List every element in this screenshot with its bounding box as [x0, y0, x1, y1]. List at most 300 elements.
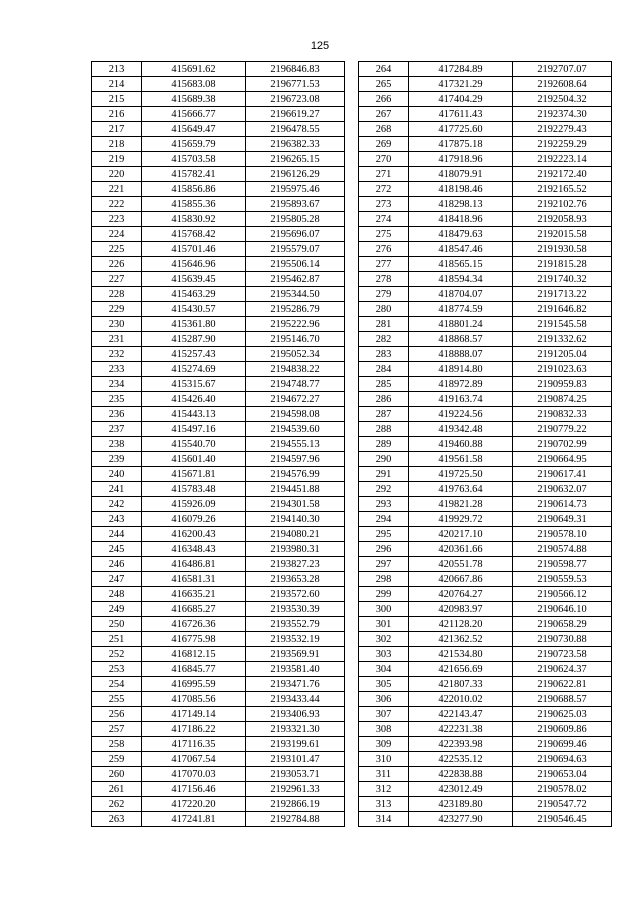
y-coordinate-cell: 2193653.28	[246, 572, 345, 587]
table-row	[92, 392, 345, 407]
y-coordinate-cell: 2190649.31	[513, 512, 612, 527]
x-coordinate-cell: 417067.54	[142, 752, 246, 767]
y-coordinate-cell: 2190832.33	[513, 407, 612, 422]
point-number-cell: 288	[359, 422, 409, 437]
table-row	[92, 407, 345, 422]
table-row	[92, 647, 345, 662]
y-coordinate-cell: 2192259.29	[513, 137, 612, 152]
x-coordinate-cell: 419163.74	[409, 392, 513, 407]
table-row	[92, 542, 345, 557]
x-coordinate-cell: 418479.63	[409, 227, 513, 242]
x-coordinate-cell: 415430.57	[142, 302, 246, 317]
point-number-cell: 263	[92, 812, 142, 827]
table-row	[92, 437, 345, 452]
y-coordinate-cell: 2194672.27	[246, 392, 345, 407]
table-row	[359, 662, 612, 677]
x-coordinate-cell: 418079.91	[409, 167, 513, 182]
table-row	[92, 302, 345, 317]
y-coordinate-cell: 2196771.53	[246, 77, 345, 92]
y-coordinate-cell: 2195344.50	[246, 287, 345, 302]
point-number-cell: 228	[92, 287, 142, 302]
table-row	[359, 677, 612, 692]
x-coordinate-cell: 422010.02	[409, 692, 513, 707]
table-row	[359, 242, 612, 257]
point-number-cell: 282	[359, 332, 409, 347]
table-row	[92, 272, 345, 287]
point-number-cell: 291	[359, 467, 409, 482]
table-row	[92, 557, 345, 572]
y-coordinate-cell: 2196382.33	[246, 137, 345, 152]
point-number-cell: 247	[92, 572, 142, 587]
y-coordinate-cell: 2195222.96	[246, 317, 345, 332]
x-coordinate-cell: 416995.59	[142, 677, 246, 692]
point-number-cell: 233	[92, 362, 142, 377]
table-row	[92, 782, 345, 797]
x-coordinate-cell: 420667.86	[409, 572, 513, 587]
y-coordinate-cell: 2190566.12	[513, 587, 612, 602]
x-coordinate-cell: 415856.86	[142, 182, 246, 197]
x-coordinate-cell: 415639.45	[142, 272, 246, 287]
table-row	[92, 632, 345, 647]
y-coordinate-cell: 2190574.88	[513, 542, 612, 557]
point-number-cell: 285	[359, 377, 409, 392]
y-coordinate-cell: 2191205.04	[513, 347, 612, 362]
x-coordinate-cell: 415783.48	[142, 482, 246, 497]
y-coordinate-cell: 2195462.87	[246, 272, 345, 287]
x-coordinate-cell: 415540.70	[142, 437, 246, 452]
x-coordinate-cell: 423277.90	[409, 812, 513, 827]
x-coordinate-cell: 420983.97	[409, 602, 513, 617]
table-row	[359, 332, 612, 347]
point-number-cell: 245	[92, 542, 142, 557]
y-coordinate-cell: 2196126.29	[246, 167, 345, 182]
table-row	[92, 662, 345, 677]
point-number-cell: 264	[359, 62, 409, 77]
x-coordinate-cell: 419561.58	[409, 452, 513, 467]
table-row	[359, 272, 612, 287]
table-row	[359, 122, 612, 137]
x-coordinate-cell: 418704.07	[409, 287, 513, 302]
x-coordinate-cell: 417404.29	[409, 92, 513, 107]
table-row	[359, 422, 612, 437]
x-coordinate-cell: 417085.56	[142, 692, 246, 707]
point-number-cell: 234	[92, 377, 142, 392]
point-number-cell: 225	[92, 242, 142, 257]
y-coordinate-cell: 2192015.58	[513, 227, 612, 242]
table-row	[359, 182, 612, 197]
table-row	[359, 467, 612, 482]
table-row	[92, 587, 345, 602]
y-coordinate-cell: 2192504.32	[513, 92, 612, 107]
y-coordinate-cell: 2192608.64	[513, 77, 612, 92]
point-number-cell: 243	[92, 512, 142, 527]
table-row	[359, 572, 612, 587]
point-number-cell: 265	[359, 77, 409, 92]
y-coordinate-cell: 2190559.53	[513, 572, 612, 587]
table-row	[92, 617, 345, 632]
x-coordinate-cell: 417116.35	[142, 737, 246, 752]
x-coordinate-cell: 421362.52	[409, 632, 513, 647]
point-number-cell: 283	[359, 347, 409, 362]
point-number-cell: 226	[92, 257, 142, 272]
table-row	[92, 107, 345, 122]
x-coordinate-cell: 420551.78	[409, 557, 513, 572]
point-number-cell: 266	[359, 92, 409, 107]
x-coordinate-cell: 418801.24	[409, 317, 513, 332]
point-number-cell: 229	[92, 302, 142, 317]
y-coordinate-cell: 2191740.32	[513, 272, 612, 287]
y-coordinate-cell: 2190614.73	[513, 497, 612, 512]
x-coordinate-cell: 415315.67	[142, 377, 246, 392]
table-row	[359, 287, 612, 302]
y-coordinate-cell: 2190632.07	[513, 482, 612, 497]
y-coordinate-cell: 2194748.77	[246, 377, 345, 392]
y-coordinate-cell: 2191646.82	[513, 302, 612, 317]
y-coordinate-cell: 2190653.04	[513, 767, 612, 782]
table-row	[359, 542, 612, 557]
x-coordinate-cell: 417220.20	[142, 797, 246, 812]
point-number-cell: 272	[359, 182, 409, 197]
table-row	[92, 452, 345, 467]
x-coordinate-cell: 415855.36	[142, 197, 246, 212]
x-coordinate-cell: 415683.08	[142, 77, 246, 92]
point-number-cell: 308	[359, 722, 409, 737]
point-number-cell: 217	[92, 122, 142, 137]
y-coordinate-cell: 2193980.31	[246, 542, 345, 557]
table-row	[359, 437, 612, 452]
x-coordinate-cell: 415689.38	[142, 92, 246, 107]
x-coordinate-cell: 418868.57	[409, 332, 513, 347]
table-row	[359, 407, 612, 422]
x-coordinate-cell: 418914.80	[409, 362, 513, 377]
point-number-cell: 279	[359, 287, 409, 302]
y-coordinate-cell: 2192165.52	[513, 182, 612, 197]
x-coordinate-cell: 421807.33	[409, 677, 513, 692]
x-coordinate-cell: 416200.43	[142, 527, 246, 542]
table-row	[92, 182, 345, 197]
y-coordinate-cell: 2190658.29	[513, 617, 612, 632]
y-coordinate-cell: 2193572.60	[246, 587, 345, 602]
table-row	[359, 197, 612, 212]
y-coordinate-cell: 2190546.45	[513, 812, 612, 827]
point-number-cell: 270	[359, 152, 409, 167]
point-number-cell: 259	[92, 752, 142, 767]
point-number-cell: 239	[92, 452, 142, 467]
point-number-cell: 275	[359, 227, 409, 242]
x-coordinate-cell: 417156.46	[142, 782, 246, 797]
point-number-cell: 278	[359, 272, 409, 287]
point-number-cell: 304	[359, 662, 409, 677]
y-coordinate-cell: 2193827.23	[246, 557, 345, 572]
x-coordinate-cell: 415701.46	[142, 242, 246, 257]
table-row	[92, 122, 345, 137]
y-coordinate-cell: 2195805.28	[246, 212, 345, 227]
x-coordinate-cell: 418418.96	[409, 212, 513, 227]
point-number-cell: 300	[359, 602, 409, 617]
y-coordinate-cell: 2196723.08	[246, 92, 345, 107]
x-coordinate-cell: 415830.92	[142, 212, 246, 227]
point-number-cell: 274	[359, 212, 409, 227]
y-coordinate-cell: 2193433.44	[246, 692, 345, 707]
point-number-cell: 276	[359, 242, 409, 257]
point-number-cell: 244	[92, 527, 142, 542]
x-coordinate-cell: 420361.66	[409, 542, 513, 557]
table-row	[92, 527, 345, 542]
table-row	[359, 752, 612, 767]
y-coordinate-cell: 2192707.07	[513, 62, 612, 77]
point-number-cell: 248	[92, 587, 142, 602]
table-row	[359, 692, 612, 707]
y-coordinate-cell: 2193552.79	[246, 617, 345, 632]
x-coordinate-cell: 415287.90	[142, 332, 246, 347]
y-coordinate-cell: 2191815.28	[513, 257, 612, 272]
point-number-cell: 219	[92, 152, 142, 167]
point-number-cell: 287	[359, 407, 409, 422]
point-number-cell: 307	[359, 707, 409, 722]
x-coordinate-cell: 419763.64	[409, 482, 513, 497]
table-row	[92, 602, 345, 617]
table-row	[359, 107, 612, 122]
table-row	[359, 317, 612, 332]
point-number-cell: 273	[359, 197, 409, 212]
x-coordinate-cell: 416726.36	[142, 617, 246, 632]
y-coordinate-cell: 2191545.58	[513, 317, 612, 332]
table-row	[359, 767, 612, 782]
coordinate-table-right	[358, 61, 612, 827]
point-number-cell: 231	[92, 332, 142, 347]
y-coordinate-cell: 2193581.40	[246, 662, 345, 677]
table-row	[92, 152, 345, 167]
table-row	[92, 332, 345, 347]
point-number-cell: 271	[359, 167, 409, 182]
table-row	[92, 377, 345, 392]
y-coordinate-cell: 2192866.19	[246, 797, 345, 812]
table-row	[92, 137, 345, 152]
x-coordinate-cell: 417321.29	[409, 77, 513, 92]
point-number-cell: 252	[92, 647, 142, 662]
y-coordinate-cell: 2194301.58	[246, 497, 345, 512]
table-row	[92, 692, 345, 707]
x-coordinate-cell: 415782.41	[142, 167, 246, 182]
table-row	[359, 722, 612, 737]
point-number-cell: 221	[92, 182, 142, 197]
table-row	[359, 152, 612, 167]
table-row	[359, 167, 612, 182]
x-coordinate-cell: 417241.81	[142, 812, 246, 827]
x-coordinate-cell: 422143.47	[409, 707, 513, 722]
y-coordinate-cell: 2194576.99	[246, 467, 345, 482]
point-number-cell: 222	[92, 197, 142, 212]
table-row	[92, 77, 345, 92]
table-row	[92, 767, 345, 782]
table-row	[359, 452, 612, 467]
y-coordinate-cell: 2190617.41	[513, 467, 612, 482]
x-coordinate-cell: 418298.13	[409, 197, 513, 212]
point-number-cell: 254	[92, 677, 142, 692]
point-number-cell: 267	[359, 107, 409, 122]
x-coordinate-cell: 415257.43	[142, 347, 246, 362]
table-row	[92, 497, 345, 512]
table-row	[359, 812, 612, 827]
point-number-cell: 240	[92, 467, 142, 482]
y-coordinate-cell: 2191713.22	[513, 287, 612, 302]
point-number-cell: 242	[92, 497, 142, 512]
x-coordinate-cell: 417611.43	[409, 107, 513, 122]
point-number-cell: 293	[359, 497, 409, 512]
table-row	[359, 62, 612, 77]
x-coordinate-cell: 415703.58	[142, 152, 246, 167]
x-coordinate-cell: 419821.28	[409, 497, 513, 512]
table-row	[92, 797, 345, 812]
y-coordinate-cell: 2190699.46	[513, 737, 612, 752]
y-coordinate-cell: 2190959.83	[513, 377, 612, 392]
table-row	[359, 482, 612, 497]
y-coordinate-cell: 2193532.19	[246, 632, 345, 647]
y-coordinate-cell: 2190730.88	[513, 632, 612, 647]
y-coordinate-cell: 2195052.34	[246, 347, 345, 362]
point-number-cell: 246	[92, 557, 142, 572]
point-number-cell: 310	[359, 752, 409, 767]
point-number-cell: 289	[359, 437, 409, 452]
table-row	[359, 257, 612, 272]
y-coordinate-cell: 2192058.93	[513, 212, 612, 227]
point-number-cell: 297	[359, 557, 409, 572]
x-coordinate-cell: 416486.81	[142, 557, 246, 572]
point-number-cell: 314	[359, 812, 409, 827]
y-coordinate-cell: 2194598.08	[246, 407, 345, 422]
table-row	[92, 812, 345, 827]
y-coordinate-cell: 2191023.63	[513, 362, 612, 377]
x-coordinate-cell: 416348.43	[142, 542, 246, 557]
x-coordinate-cell: 423189.80	[409, 797, 513, 812]
point-number-cell: 301	[359, 617, 409, 632]
point-number-cell: 290	[359, 452, 409, 467]
y-coordinate-cell: 2193321.30	[246, 722, 345, 737]
y-coordinate-cell: 2195506.14	[246, 257, 345, 272]
y-coordinate-cell: 2194451.88	[246, 482, 345, 497]
y-coordinate-cell: 2191332.62	[513, 332, 612, 347]
point-number-cell: 277	[359, 257, 409, 272]
x-coordinate-cell: 415646.96	[142, 257, 246, 272]
table-row	[359, 512, 612, 527]
point-number-cell: 312	[359, 782, 409, 797]
y-coordinate-cell: 2190578.02	[513, 782, 612, 797]
y-coordinate-cell: 2190622.81	[513, 677, 612, 692]
table-row	[359, 797, 612, 812]
point-number-cell: 280	[359, 302, 409, 317]
point-number-cell: 232	[92, 347, 142, 362]
table-row	[359, 302, 612, 317]
x-coordinate-cell: 422393.98	[409, 737, 513, 752]
x-coordinate-cell: 416581.31	[142, 572, 246, 587]
point-number-cell: 238	[92, 437, 142, 452]
y-coordinate-cell: 2195286.79	[246, 302, 345, 317]
x-coordinate-cell: 416635.21	[142, 587, 246, 602]
x-coordinate-cell: 418547.46	[409, 242, 513, 257]
point-number-cell: 302	[359, 632, 409, 647]
point-number-cell: 213	[92, 62, 142, 77]
table-row	[92, 197, 345, 212]
point-number-cell: 235	[92, 392, 142, 407]
table-row	[359, 392, 612, 407]
y-coordinate-cell: 2192102.76	[513, 197, 612, 212]
x-coordinate-cell: 416079.26	[142, 512, 246, 527]
x-coordinate-cell: 422231.38	[409, 722, 513, 737]
point-number-cell: 241	[92, 482, 142, 497]
table-row	[92, 737, 345, 752]
point-number-cell: 313	[359, 797, 409, 812]
y-coordinate-cell: 2196619.27	[246, 107, 345, 122]
x-coordinate-cell: 418565.15	[409, 257, 513, 272]
table-row	[359, 212, 612, 227]
table-row	[92, 167, 345, 182]
y-coordinate-cell: 2194539.60	[246, 422, 345, 437]
table-row	[359, 77, 612, 92]
x-coordinate-cell: 415671.81	[142, 467, 246, 482]
y-coordinate-cell: 2194555.13	[246, 437, 345, 452]
x-coordinate-cell: 415691.62	[142, 62, 246, 77]
table-row	[359, 347, 612, 362]
x-coordinate-cell: 419342.48	[409, 422, 513, 437]
y-coordinate-cell: 2190779.22	[513, 422, 612, 437]
x-coordinate-cell: 415768.42	[142, 227, 246, 242]
y-coordinate-cell: 2192223.14	[513, 152, 612, 167]
x-coordinate-cell: 421128.20	[409, 617, 513, 632]
point-number-cell: 268	[359, 122, 409, 137]
y-coordinate-cell: 2194838.22	[246, 362, 345, 377]
point-number-cell: 214	[92, 77, 142, 92]
x-coordinate-cell: 419460.88	[409, 437, 513, 452]
x-coordinate-cell: 422838.88	[409, 767, 513, 782]
x-coordinate-cell: 415649.47	[142, 122, 246, 137]
table-row	[359, 377, 612, 392]
table-row	[92, 512, 345, 527]
point-number-cell: 298	[359, 572, 409, 587]
point-number-cell: 292	[359, 482, 409, 497]
table-row	[359, 587, 612, 602]
x-coordinate-cell: 422535.12	[409, 752, 513, 767]
point-number-cell: 258	[92, 737, 142, 752]
table-row	[359, 632, 612, 647]
point-number-cell: 237	[92, 422, 142, 437]
point-number-cell: 256	[92, 707, 142, 722]
table-row	[92, 62, 345, 77]
x-coordinate-cell: 416775.98	[142, 632, 246, 647]
table-row	[92, 422, 345, 437]
table-row	[359, 557, 612, 572]
point-number-cell: 286	[359, 392, 409, 407]
table-row	[92, 572, 345, 587]
x-coordinate-cell: 415659.79	[142, 137, 246, 152]
x-coordinate-cell: 417070.03	[142, 767, 246, 782]
y-coordinate-cell: 2190664.95	[513, 452, 612, 467]
x-coordinate-cell: 416685.27	[142, 602, 246, 617]
point-number-cell: 250	[92, 617, 142, 632]
point-number-cell: 255	[92, 692, 142, 707]
table-row	[92, 482, 345, 497]
y-coordinate-cell: 2192961.33	[246, 782, 345, 797]
x-coordinate-cell: 420217.10	[409, 527, 513, 542]
y-coordinate-cell: 2192784.88	[246, 812, 345, 827]
point-number-cell: 223	[92, 212, 142, 227]
table-row	[359, 362, 612, 377]
point-number-cell: 218	[92, 137, 142, 152]
y-coordinate-cell: 2193471.76	[246, 677, 345, 692]
table-row	[92, 227, 345, 242]
x-coordinate-cell: 415361.80	[142, 317, 246, 332]
table-row	[92, 677, 345, 692]
x-coordinate-cell: 421656.69	[409, 662, 513, 677]
